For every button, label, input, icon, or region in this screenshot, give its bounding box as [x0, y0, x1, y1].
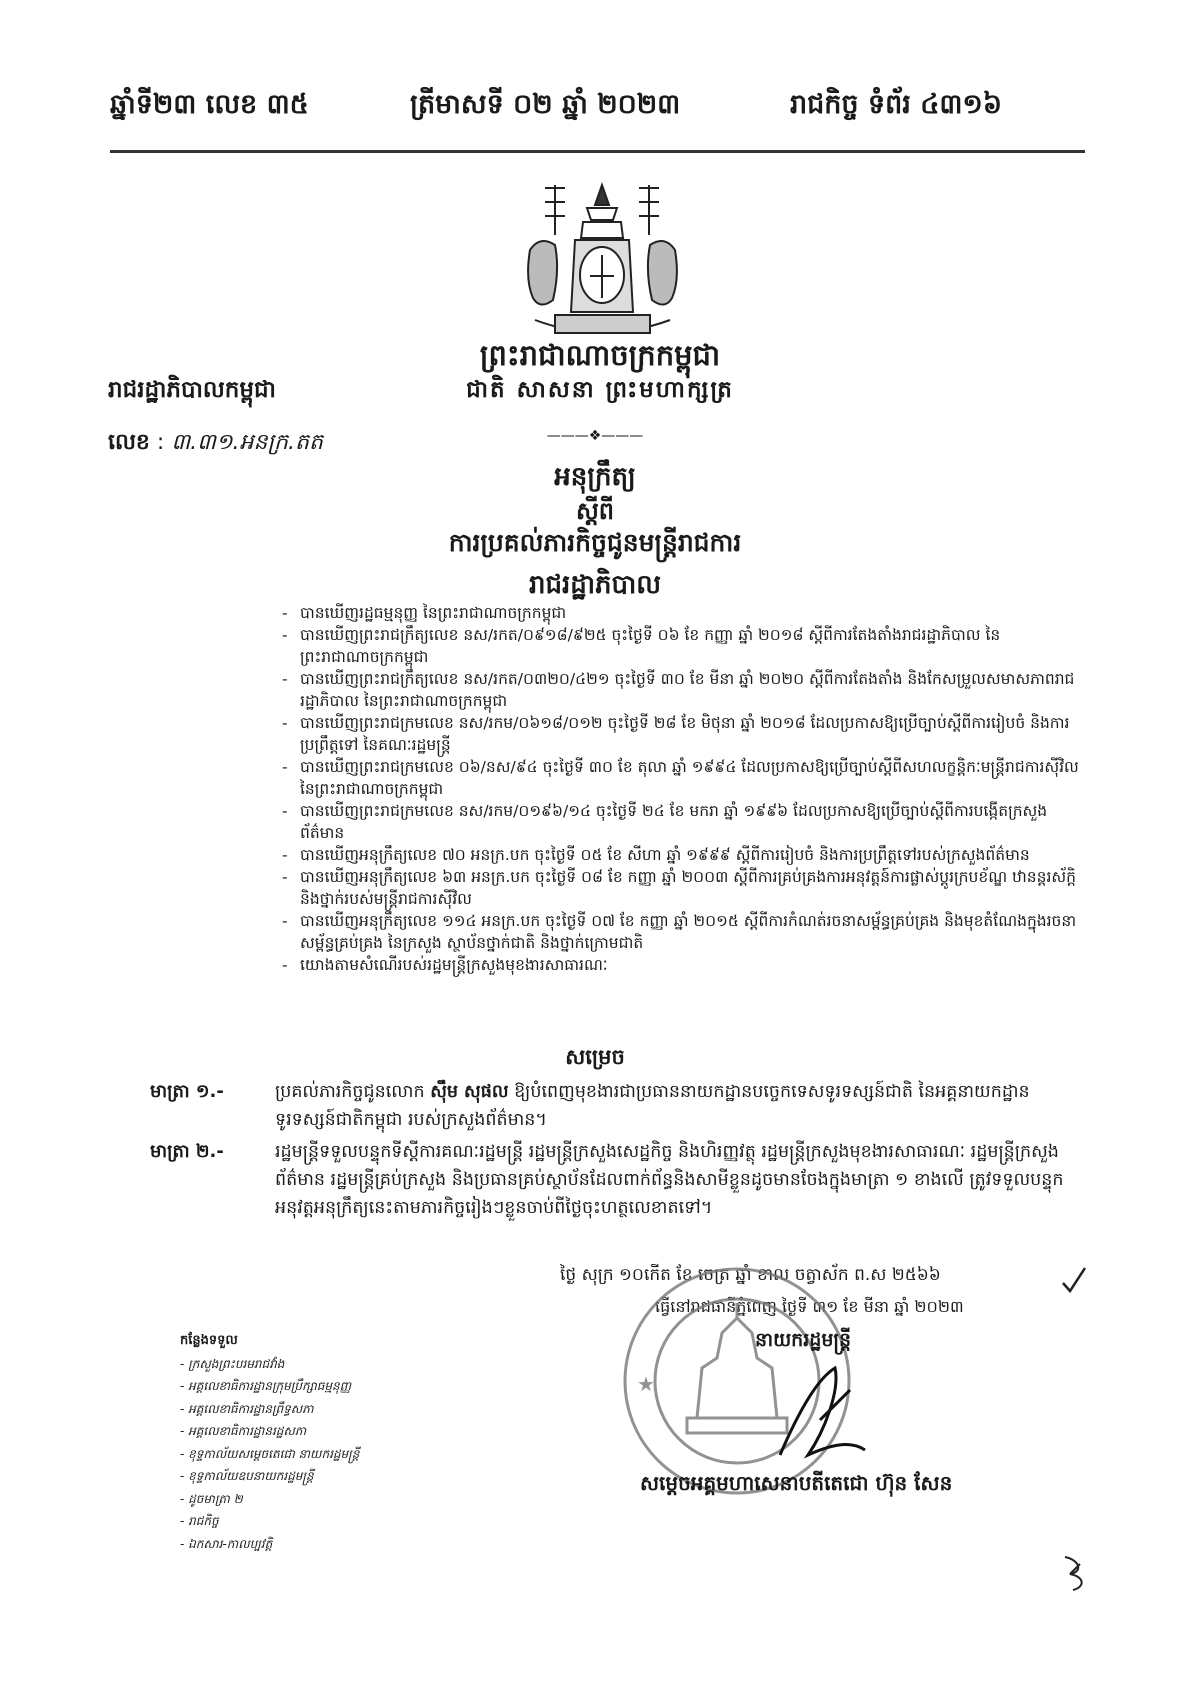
signatory-name: សម្តេចអគ្គមហាសេនាបតីតេជោ ហ៊ុន សែន	[640, 1471, 953, 1495]
article-1-text-after: ឱ្យបំពេញមុខងារជាប្រធាននាយកដ្ឋានបច្ចេកទេសទូរទស្សន៍ជាតិ នៃអគ្គនាយកដ្ឋានទូរទស្សន៍ជាតិកម្ពុជា របស់ក្រសួងព័ត៌មាន។	[275, 1082, 1030, 1130]
list-item: - ខុទ្ទកាល័យឧបនាយករដ្ឋមន្ត្រី	[180, 1465, 359, 1488]
decree-number-value: ៣.៣១.អនក្រ.តត	[171, 430, 323, 455]
recipients-block	[180, 1330, 359, 1555]
document-subject: ការប្រគល់ភារកិច្ចជូនមន្ត្រីរាជការ	[448, 528, 742, 557]
handwritten-signature-icon	[760, 1360, 880, 1470]
header-rule	[110, 150, 1085, 153]
list-item: - បានឃើញព្រះរាជក្រមលេខ នស/រកម/០៦១៨/០១២ ចុះថ្ងៃទី ២៨ ខែ មិថុនា ឆ្នាំ ២០១៨ ដែលប្រកាសឱ្យប្រើច្បាប់ស្តីពីការរៀបចំ និងការប្រព្រឹត្តទៅ នៃគណៈរដ្ឋមន្ត្រី	[278, 712, 1083, 756]
list-item: - បានឃើញព្រះរាជក្រឹត្យលេខ នស/រកត/០៩១៨/៩២៥ ចុះថ្ងៃទី ០៦ ខែ កញ្ញា ឆ្នាំ ២០១៨ ស្តីពីការតែងតាំងរាជរដ្ឋាភិបាល នៃព្រះរាជាណាចក្រកម្ពុជា	[278, 624, 1083, 668]
signatory-title: នាយករដ្ឋមន្ត្រី	[755, 1329, 852, 1351]
list-item: - បានឃើញព្រះរាជក្រឹត្យលេខ នស/រកត/០៣២០/៤២១ ចុះថ្ងៃទី ៣០ ខែ មីនា ឆ្នាំ ២០២០ ស្តីពីការតែងតាំង និងកែសម្រួលសមាសភាពរាជរដ្ឋាភិបាល នៃព្រះរាជាណាចក្រកម្ពុជា	[278, 668, 1083, 712]
article-2-label: មាត្រា ២.-	[150, 1141, 224, 1162]
decision-heading: សម្រេច	[565, 1045, 625, 1069]
list-item: - បានឃើញព្រះរាជក្រមលេខ នស/រកម/០១៩៦/១៤ ចុះថ្ងៃទី ២៤ ខែ មករា ឆ្នាំ ១៩៩៦ ដែលប្រកាសឱ្យប្រើច្បាប់ស្តីពីការបង្កើតក្រសួងព័ត៌មាន	[278, 800, 1083, 844]
article-1-label: មាត្រា ១.-	[150, 1081, 224, 1102]
list-item: - ដូចមាត្រា ២	[180, 1488, 359, 1511]
gazette-quarter: ត្រីមាសទី ០២ ឆ្នាំ ២០២៣	[410, 89, 681, 120]
lunar-date: ថ្ងៃ សុក្រ ១០កើត ខែ ចេត្រ ឆ្នាំ ខាល ចត្វាស័ក ព.ស ២៥៦៦	[560, 1265, 941, 1285]
solar-date: ធ្វើនៅរាជធានីភ្នំពេញ ថ្ងៃទី ៣១ ខែ មីនា ឆ្នាំ ២០២៣	[655, 1297, 964, 1316]
gazette-page: រាជកិច្ច ទំព័រ ៤៣១៦	[790, 89, 1002, 120]
issuing-authority: រាជរដ្ឋាភិបាល	[528, 570, 662, 600]
list-item: - បានឃើញរដ្ឋធម្មនុញ្ញ នៃព្រះរាជាណាចក្រកម្ពុជា	[278, 602, 1083, 624]
royal-emblem-icon	[515, 180, 690, 350]
list-item: - ក្រសួងព្រះបរមរាជវាំង	[180, 1353, 359, 1376]
list-item: - អគ្គលេខាធិការដ្ឋានរដ្ឋសភា	[180, 1420, 359, 1443]
list-item: - ឯកសារ-កាលប្បវត្តិ	[180, 1533, 359, 1556]
national-motto: ជាតិ សាសនា ព្រះមហាក្សត្រ	[466, 377, 734, 403]
gazette-year-issue: ឆ្នាំទី២៣ លេខ ៣៥	[110, 89, 309, 120]
decree-number: លេខ : ៣.៣១.អនក្រ.តត	[108, 430, 323, 455]
document-type: អនុក្រឹត្យ	[554, 462, 636, 492]
check-mark-icon	[1060, 1265, 1088, 1295]
article-1-text-before: ប្រគល់ភារកិច្ចជូនលោក	[275, 1082, 431, 1102]
list-item: - រាជកិច្ច	[180, 1510, 359, 1533]
list-item: - បានឃើញអនុក្រឹត្យលេខ ៧០ អនក្រ.បក ចុះថ្ងៃទី ០៥ ខែ សីហា ឆ្នាំ ១៩៩៩ ស្តីពីការរៀបចំ និងការប្រព្រឹត្តទៅរបស់ក្រសួងព័ត៌មាន	[278, 844, 1083, 866]
article-1-text	[275, 1078, 1085, 1134]
kingdom-name: ព្រះរាជាណាចក្រកម្ពុជា	[479, 338, 721, 372]
list-item: - អគ្គលេខាធិការដ្ឋានព្រឹទ្ធសភា	[180, 1398, 359, 1421]
title-concerning: ស្តីពី	[575, 497, 615, 525]
appointee-name: ស៊ឹម សុផល	[430, 1082, 509, 1102]
legal-basis-list	[278, 602, 1083, 976]
government-name: រាជរដ្ឋាភិបាលកម្ពុជា	[108, 377, 276, 403]
list-item: - បានឃើញព្រះរាជក្រមលេខ ០៦/នស/៩៤ ចុះថ្ងៃទី ៣០ ខែ តុលា ឆ្នាំ ១៩៩៤ ដែលប្រកាសឱ្យប្រើច្បាប់ស្តីពីសហលក្ខន្តិកៈមន្ត្រីរាជការស៊ីវិល នៃព្រះរាជាណាចក្រកម្ពុជា	[278, 756, 1083, 800]
list-item: - បានឃើញអនុក្រឹត្យលេខ ១១៤ អនក្រ.បក ចុះថ្ងៃទី ០៧ ខែ កញ្ញា ឆ្នាំ ២០១៥ ស្តីពីការកំណត់រចនាសម្ព័ន្ធគ្រប់គ្រង និងមុខតំណែងក្នុងរចនាសម្ព័ន្ធគ្រប់គ្រង នៃក្រសួង ស្ថាប័នថ្នាក់ជាតិ និងថ្នាក់ក្រោមជាតិ	[278, 910, 1083, 954]
article-2-text: រដ្ឋមន្ត្រីទទួលបន្ទុកទីស្តីការគណៈរដ្ឋមន្ត្រី រដ្ឋមន្ត្រីក្រសួងសេដ្ឋកិច្ច និងហិរញ្ញវត្ថុ រដ្ឋមន្ត្រីក្រសួងមុខងារសាធារណៈ រដ្ឋមន្ត្រីក្រសួងព័ត៌មាន រដ្ឋមន្ត្រីគ្រប់ក្រសួង និងប្រធានគ្រប់ស្ថាប័នដែលពាក់ព័ន្ធនិងសាមីខ្លួនដូចមានចែងក្នុងមាត្រា ១ ខាងលើ ត្រូវទទួលបន្ទុកអនុវត្តអនុក្រឹត្យនេះតាមភារកិច្ចរៀងៗខ្លួនចាប់ពីថ្ងៃចុះហត្ថលេខាតទៅ។	[275, 1142, 1064, 1218]
initials-mark-icon	[1055, 1552, 1095, 1592]
list-item: - យោងតាមសំណើរបស់រដ្ឋមន្ត្រីក្រសួងមុខងារសាធារណៈ	[278, 954, 1083, 976]
recipients-list	[180, 1353, 359, 1556]
divider-ornament: ———❖———	[546, 428, 644, 444]
recipients-heading: កន្លែងទទួល	[180, 1333, 238, 1348]
svg-text:★: ★	[637, 1372, 655, 1396]
decree-number-label: លេខ	[108, 430, 150, 455]
list-item: - អគ្គលេខាធិការដ្ឋានក្រុមប្រឹក្សាធម្មនុញ្ញ	[180, 1375, 359, 1398]
list-item: - ខុទ្ទកាល័យសម្តេចតេជោ នាយករដ្ឋមន្ត្រី	[180, 1443, 359, 1466]
list-item: - បានឃើញអនុក្រឹត្យលេខ ៦៣ អនក្រ.បក ចុះថ្ងៃទី ០៨ ខែ កញ្ញា ឆ្នាំ ២០០៣ ស្តីពីការគ្រប់គ្រងការអនុវត្តន៍ការផ្លាស់ប្តូរក្របខ័ណ្ឌ ឋានន្តរស័ក្តិ និងថ្នាក់របស់មន្ត្រីរាជការស៊ីវិល	[278, 866, 1083, 910]
